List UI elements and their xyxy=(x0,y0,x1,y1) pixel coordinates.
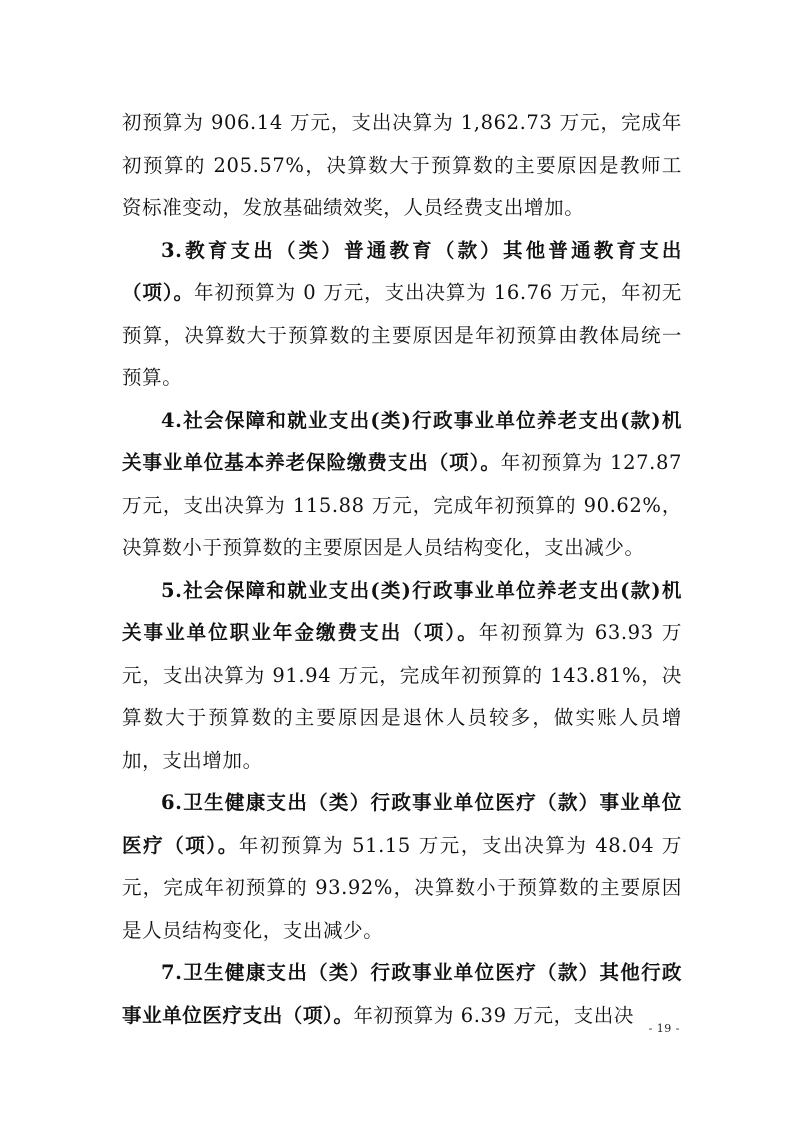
document-body xyxy=(122,102,682,1037)
paragraph-heading: 3.教育支出（类）普通教育（款）其他普通教育支出（项）。 xyxy=(122,238,682,304)
paragraph-heading: 5.社会保障和就业支出(类)行政事业单位养老支出(款)机关事业单位职业年金缴费支出（项）。 xyxy=(122,578,682,644)
paragraph-2-continuation xyxy=(122,102,682,230)
paragraph-heading: 6.卫生健康支出（类）行政事业单位医疗（款）事业单位医疗（项）。 xyxy=(122,791,682,857)
paragraph-text: 年初预算为 127.87 万元，支出决算为 115.88 万元，完成年初预算的 90.62%，决算数小于预算数的主要原因是人员结构变化，支出减少。 xyxy=(122,451,682,559)
paragraph-heading: 7.卫生健康支出（类）行政事业单位医疗（款）其他行政事业单位医疗支出（项）。 xyxy=(122,961,682,1027)
paragraph-text: 年初预算为 63.93 万元，支出决算为 91.94 万元，完成年初预算的 143.81%，决算数大于预算数的主要原因是退休人员较多，做实账人员增加，支出增加。 xyxy=(122,621,682,772)
page-number: - 19 - xyxy=(648,1022,680,1035)
paragraph-item-5 xyxy=(122,570,682,783)
paragraph-item-4 xyxy=(122,400,682,570)
paragraph-item-3 xyxy=(122,230,682,400)
paragraph-item-7 xyxy=(122,952,682,1037)
paragraph-text: 年初预算为 51.15 万元，支出决算为 48.04 万元，完成年初预算的 93.92%，决算数小于预算数的主要原因是人员结构变化，支出减少。 xyxy=(122,833,682,942)
paragraph-text: 年初预算为 0 万元，支出决算为 16.76 万元，年初无预算，决算数大于预算数的主要原因是年初预算由教体局统一预算。 xyxy=(122,281,682,389)
paragraph-item-6 xyxy=(122,782,682,952)
paragraph-text: 初预算为 906.14 万元，支出决算为 1,862.73 万元，完成年初预算的 205.57%，决算数大于预算数的主要原因是教师工资标准变动，发放基础绩效奖，人员经费支出增加。 xyxy=(122,111,682,219)
paragraph-heading: 4.社会保障和就业支出(类)行政事业单位养老支出(款)机关事业单位基本养老保险缴费支出（项）。 xyxy=(122,408,682,474)
paragraph-text: 年初预算为 6.39 万元，支出决 xyxy=(353,1003,634,1027)
